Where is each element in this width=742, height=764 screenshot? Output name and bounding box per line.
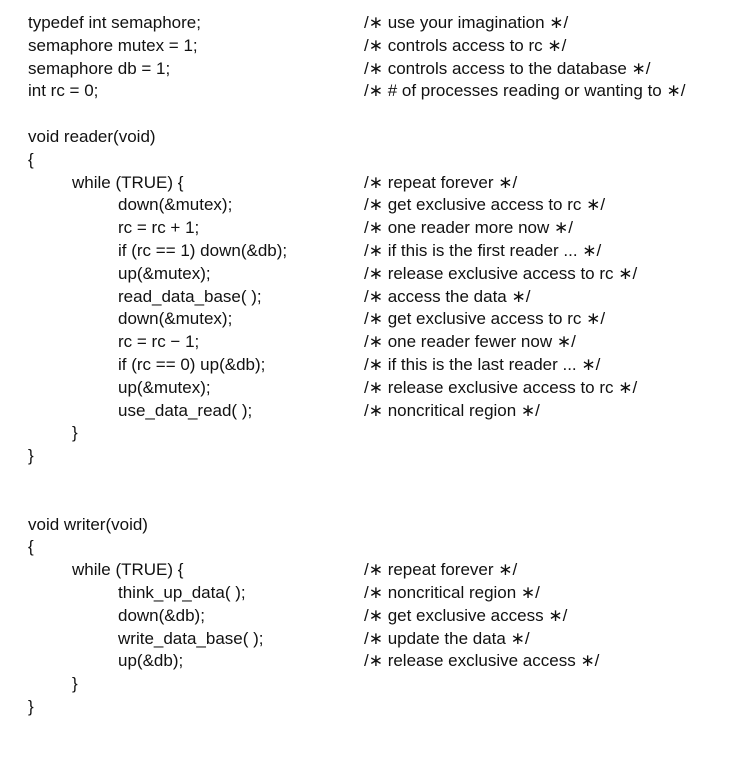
code-line — [0, 263, 742, 286]
code-line — [0, 377, 742, 400]
code-line — [0, 650, 742, 673]
code-text: rc = rc − 1; — [118, 332, 200, 352]
code-text: typedef int semaphore; — [28, 13, 201, 32]
code-comment: /∗ repeat forever ∗/ — [364, 560, 518, 580]
code-line — [0, 354, 742, 377]
code-text: up(&mutex); — [118, 377, 211, 397]
open-brace: { — [28, 537, 34, 557]
code-line — [0, 308, 742, 331]
code-listing — [0, 12, 742, 719]
blank-line — [0, 103, 742, 126]
code-text: int rc = 0; — [28, 81, 99, 101]
code-text: down(&mutex); — [118, 309, 233, 329]
code-text: think_up_data( ); — [118, 582, 246, 602]
code-line — [0, 194, 742, 217]
code-comment: /∗ update the data ∗/ — [364, 628, 530, 648]
code-text: write_data_base( ); — [118, 628, 264, 648]
code-line — [0, 400, 742, 423]
reader-signature: void reader(void) — [28, 126, 156, 146]
code-text: read_data_base( ); — [118, 286, 262, 306]
code-line — [0, 628, 742, 651]
blank-line — [0, 468, 742, 514]
code-line — [0, 217, 742, 240]
code-text: down(&mutex); — [118, 195, 233, 215]
code-comment: /∗ repeat forever ∗/ — [364, 172, 518, 192]
code-text: up(&db); — [118, 651, 184, 671]
code-comment: /∗ # of processes reading or wanting to ∗/ — [364, 81, 686, 101]
code-comment: /∗ noncritical region ∗/ — [364, 582, 540, 602]
code-comment: /∗ release exclusive access ∗/ — [364, 651, 600, 671]
code-line — [0, 445, 742, 468]
close-brace: } — [28, 696, 34, 716]
code-text: use_data_read( ); — [118, 400, 253, 420]
code-comment: /∗ get exclusive access to rc ∗/ — [364, 195, 606, 215]
code-line — [0, 35, 742, 58]
code-line — [0, 673, 742, 696]
code-comment: /∗ get exclusive access ∗/ — [364, 605, 568, 625]
code-line — [0, 559, 742, 582]
code-line — [0, 536, 742, 559]
code-line — [0, 422, 742, 445]
code-line — [0, 172, 742, 195]
code-line — [0, 286, 742, 309]
code-line — [0, 696, 742, 719]
loop-close-brace: } — [72, 674, 78, 694]
close-brace: } — [28, 446, 34, 466]
code-comment: /∗ get exclusive access to rc ∗/ — [364, 309, 606, 329]
code-text: semaphore mutex = 1; — [28, 35, 198, 55]
code-comment: /∗ release exclusive access to rc ∗/ — [364, 263, 638, 283]
code-line — [0, 240, 742, 263]
code-line — [0, 582, 742, 605]
code-text: if (rc == 0) up(&db); — [118, 354, 266, 374]
code-comment: /∗ controls access to rc ∗/ — [364, 35, 567, 55]
code-line — [0, 80, 742, 103]
code-comment: /∗ one reader more now ∗/ — [364, 218, 573, 238]
code-text: rc = rc + 1; — [118, 218, 200, 238]
code-line — [0, 331, 742, 354]
code-line — [0, 12, 742, 35]
code-text: semaphore db = 1; — [28, 58, 171, 78]
code-text: while (TRUE) { — [72, 172, 184, 192]
writer-signature-line — [0, 514, 742, 537]
code-comment: /∗ one reader fewer now ∗/ — [364, 332, 576, 352]
code-comment: /∗ use your imagination ∗/ — [364, 13, 569, 32]
writer-signature: void writer(void) — [28, 514, 148, 534]
code-comment: /∗ controls access to the database ∗/ — [364, 58, 651, 78]
code-comment: /∗ access the data ∗/ — [364, 286, 531, 306]
code-comment: /∗ noncritical region ∗/ — [364, 400, 540, 420]
code-text: down(&db); — [118, 605, 205, 625]
code-comment: /∗ release exclusive access to rc ∗/ — [364, 377, 638, 397]
code-line — [0, 605, 742, 628]
code-line — [0, 149, 742, 172]
code-comment: /∗ if this is the first reader ... ∗/ — [364, 240, 602, 260]
open-brace: { — [28, 149, 34, 169]
loop-close-brace: } — [72, 423, 78, 443]
code-text: if (rc == 1) down(&db); — [118, 240, 288, 260]
reader-signature-line — [0, 126, 742, 149]
code-text: while (TRUE) { — [72, 560, 184, 580]
code-text: up(&mutex); — [118, 263, 211, 283]
code-line — [0, 58, 742, 81]
code-comment: /∗ if this is the last reader ... ∗/ — [364, 354, 601, 374]
